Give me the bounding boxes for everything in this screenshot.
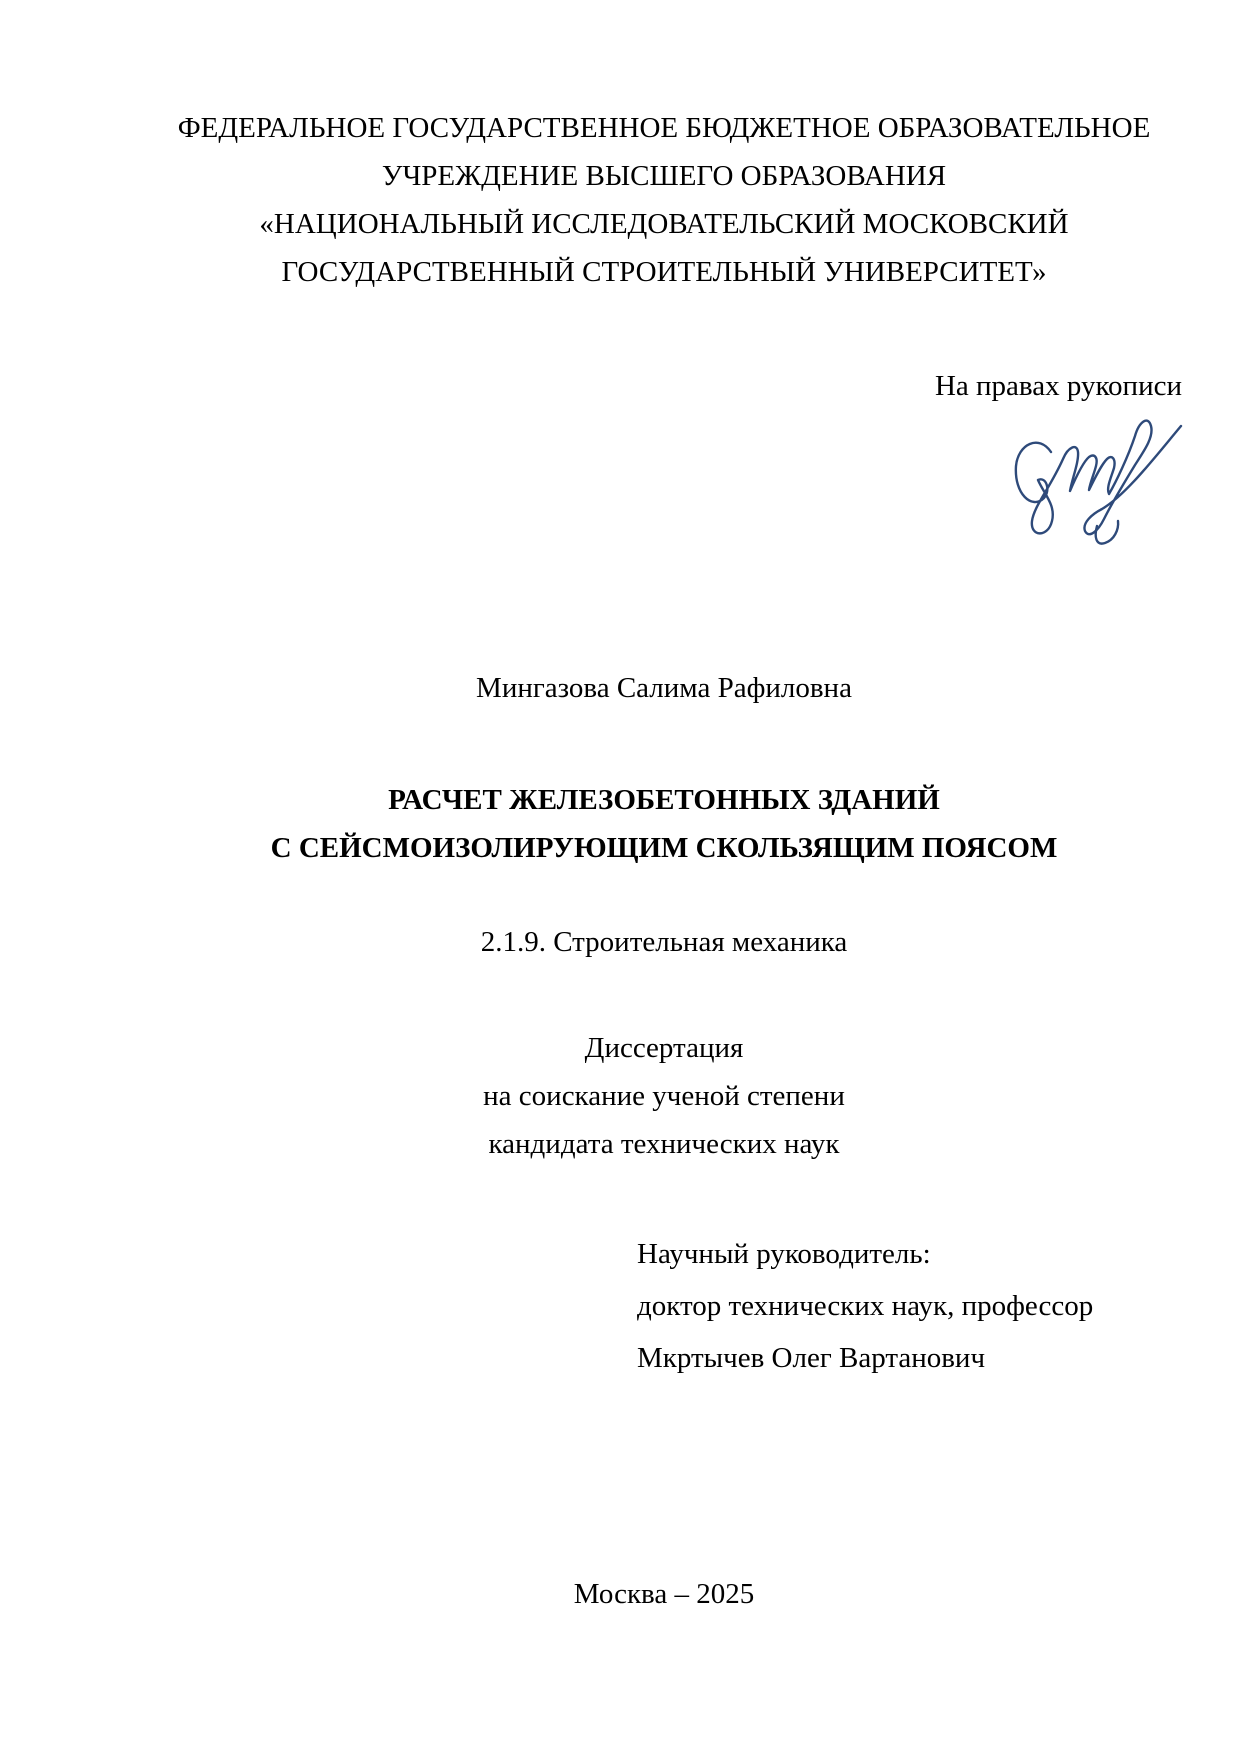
degree-line: Диссертация — [584, 1032, 744, 1064]
dissertation-title-line: РАСЧЕТ ЖЕЛЕЗОБЕТОННЫХ ЗДАНИЙ — [388, 784, 940, 816]
institution-line: «НАЦИОНАЛЬНЫЙ ИССЛЕДОВАТЕЛЬСКИЙ МОСКОВСКИЙ — [259, 208, 1069, 240]
degree-statement — [146, 1024, 1182, 1168]
degree-line: кандидата технических наук — [488, 1128, 840, 1160]
city-year: Москва – 2025 — [573, 1578, 755, 1610]
supervisor-label: Научный руководитель: — [637, 1238, 931, 1270]
institution-header — [146, 104, 1182, 296]
dissertation-title-line: С СЕЙСМОИЗОЛИРУЮЩИМ СКОЛЬЗЯЩИМ ПОЯСОМ — [270, 832, 1058, 864]
supervisor-degree: доктор технических наук, профессор — [637, 1290, 1094, 1322]
specialty-code: 2.1.9. Строительная механика — [480, 926, 848, 958]
institution-line: ФЕДЕРАЛЬНОЕ ГОСУДАРСТВЕННОЕ БЮДЖЕТНОЕ ОБРАЗОВАТЕЛЬНОЕ — [177, 112, 1151, 144]
institution-line: УЧРЕЖДЕНИЕ ВЫСШЕГО ОБРАЗОВАНИЯ — [381, 160, 947, 192]
signature-ink-icon — [985, 402, 1195, 557]
supervisor-block — [637, 1228, 1093, 1384]
specialty-code-block — [146, 918, 1182, 966]
supervisor-name: Мкртычев Олег Вартанович — [637, 1342, 986, 1374]
manuscript-rights-note: На правах рукописи — [934, 370, 1182, 402]
dissertation-title — [146, 776, 1182, 872]
institution-line: ГОСУДАРСТВЕННЫЙ СТРОИТЕЛЬНЫЙ УНИВЕРСИТЕТ» — [281, 256, 1047, 288]
degree-line: на соискание ученой степени — [483, 1080, 845, 1112]
handwritten-signature — [985, 402, 1195, 557]
city-year-block — [146, 1570, 1182, 1618]
author-name: Мингазова Салима Рафиловна — [476, 672, 852, 704]
author-name-block — [146, 664, 1182, 712]
